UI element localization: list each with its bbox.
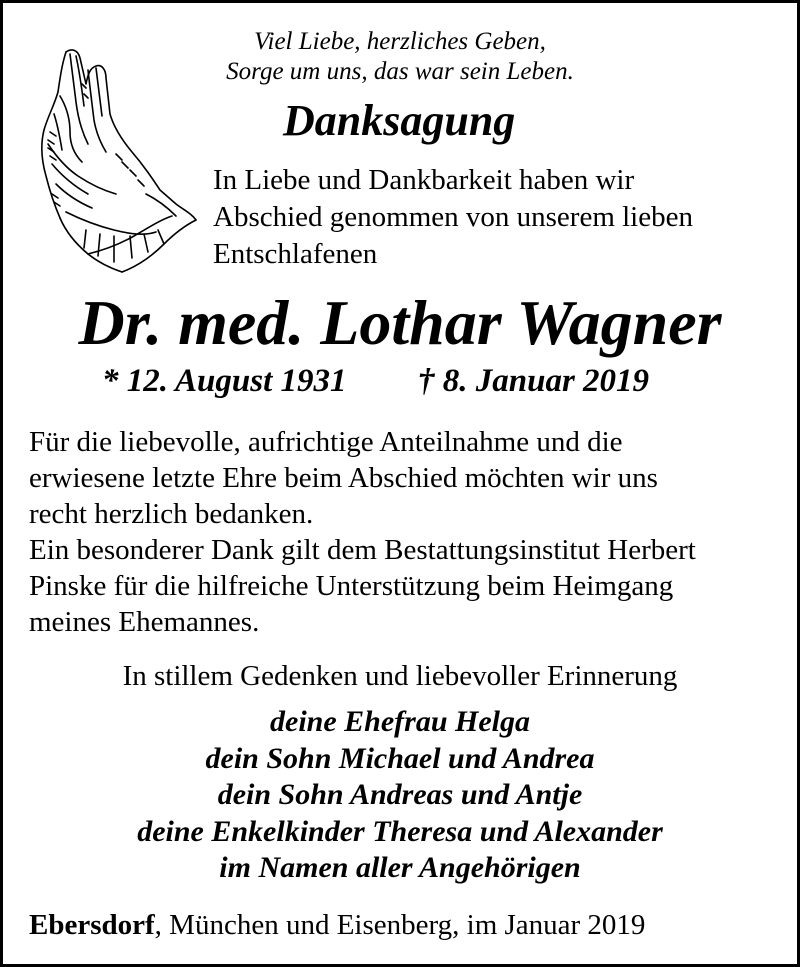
family-member: dein Sohn Andreas und Antje: [217, 778, 583, 811]
remembrance-line: In stillem Gedenken und liebevoller Erinnerung: [122, 660, 678, 692]
body-line: Pinske für die hilfreiche Unterstützung beim Heimgang: [29, 570, 674, 602]
intro-line: In Liebe und Dankbarkeit haben wir: [213, 164, 635, 196]
family-member: dein Sohn Michael und Andrea: [205, 741, 595, 775]
intro-line: Abschied genommen von unserem lieben: [213, 201, 693, 233]
family-member: deine Enkelkinder Theresa und Alexander: [137, 814, 663, 848]
footer-location-date: [29, 907, 645, 943]
body-line: recht herzlich bedanken.: [29, 498, 314, 530]
intro-line: Entschlafenen: [213, 238, 378, 270]
intro-text: [213, 162, 693, 273]
family-member: deine Ehefrau Helga: [270, 705, 530, 738]
footer-rest: , München und Eisenberg, im Januar 2019: [154, 909, 646, 941]
page-title: Danksagung: [283, 96, 516, 145]
quote-line-2: Sorge um uns, das war sein Leben.: [226, 58, 574, 85]
deceased-name: Dr. med. Lothar Wagner: [78, 287, 722, 358]
body-line: meines Ehemannes.: [29, 606, 260, 638]
death-date: † 8. Januar 2019: [418, 363, 650, 399]
thanks-paragraph: [29, 424, 696, 640]
birth-date: * 12. August 1931: [102, 363, 347, 399]
family-member: im Namen aller Angehörigen: [219, 851, 581, 884]
body-line: erwiesene letzte Ehre beim Abschied möchten wir uns: [29, 462, 658, 494]
footer-place: Ebersdorf: [29, 909, 155, 941]
quote-line-1: Viel Liebe, herzliches Geben,: [254, 28, 546, 55]
praying-hands-icon: [26, 44, 198, 280]
body-line: Für die liebevolle, aufrichtige Anteilnahme und die: [29, 426, 623, 458]
family-list: [0, 704, 800, 887]
body-line: Ein besonderer Dank gilt dem Bestattungsinstitut Herbert: [29, 534, 696, 566]
